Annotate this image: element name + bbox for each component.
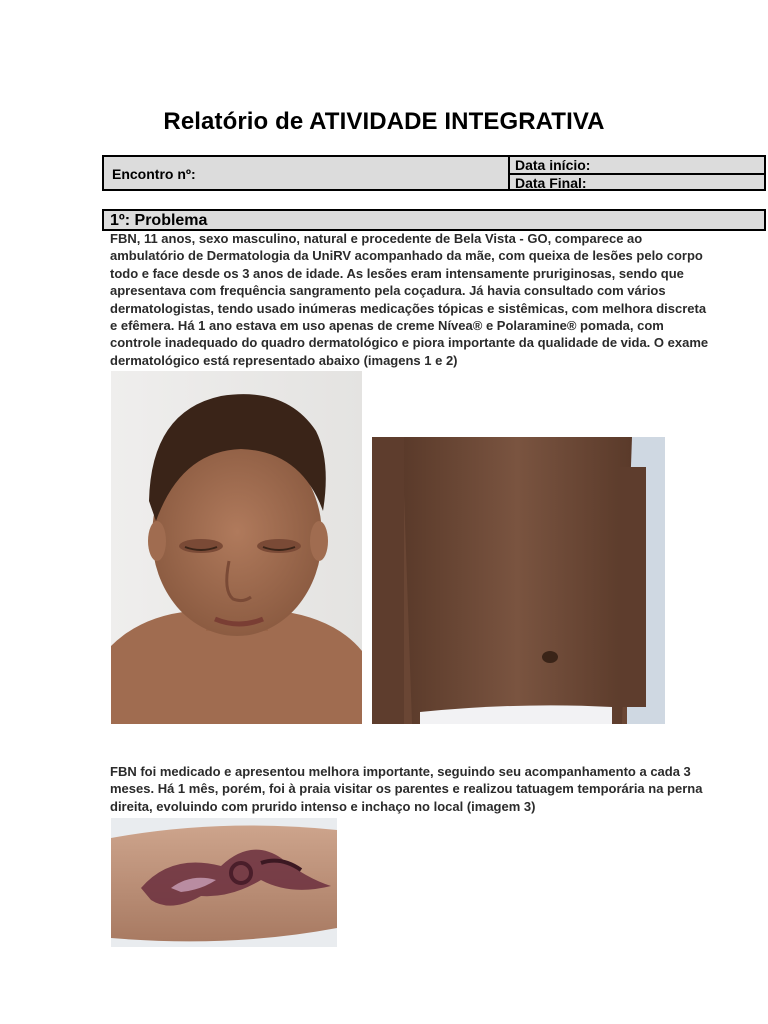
case-paragraph-1: FBN, 11 anos, sexo masculino, natural e procedente de Bela Vista - GO, comparece ao ambulatório de Dermatologia da UniRV acompanhado da mãe, com queixa de lesões pelo corpo todo e face desde os 3 anos de idade. As lesões eram intensamente pruriginosas, sendo que apresentava com frequência sangramento pela coçadura. Já havia consultado com vários dermatologistas, tendo usado inúmeras medicações tópicas e sistêmicas, com melhora discreta e efêmera. Há 1 ano estava em uso apenas de creme Nívea® e Polaramine® pomada, com controle inadequado do quadro dermatológico e piora importante da qualidade de vida. O exame dermatológico está representado abaixo (imagens 1 e 2) xyxy=(110,231,709,368)
start-date-label: Data início: xyxy=(515,157,591,173)
end-date-label: Data Final: xyxy=(515,175,587,191)
face-photo xyxy=(111,371,362,724)
abdomen-photo xyxy=(372,437,665,724)
encounter-header-table xyxy=(102,155,766,191)
case-paragraph-2: FBN foi medicado e apresentou melhora importante, seguindo seu acompanhamento a cada 3 meses. Há 1 mês, porém, foi à praia visitar os parentes e realizou tatuagem temporária na perna direita, evoluindo com prurido intenso e inchaço no local (imagem 3) xyxy=(110,764,703,814)
tattoo-leg-photo xyxy=(111,818,337,947)
problem-heading-box xyxy=(102,209,766,231)
report-title: Relatório de ATIVIDADE INTEGRATIVA xyxy=(163,108,605,135)
encounter-number-label: Encontro nº: xyxy=(112,166,196,182)
problem-heading: 1º: Problema xyxy=(110,212,208,229)
